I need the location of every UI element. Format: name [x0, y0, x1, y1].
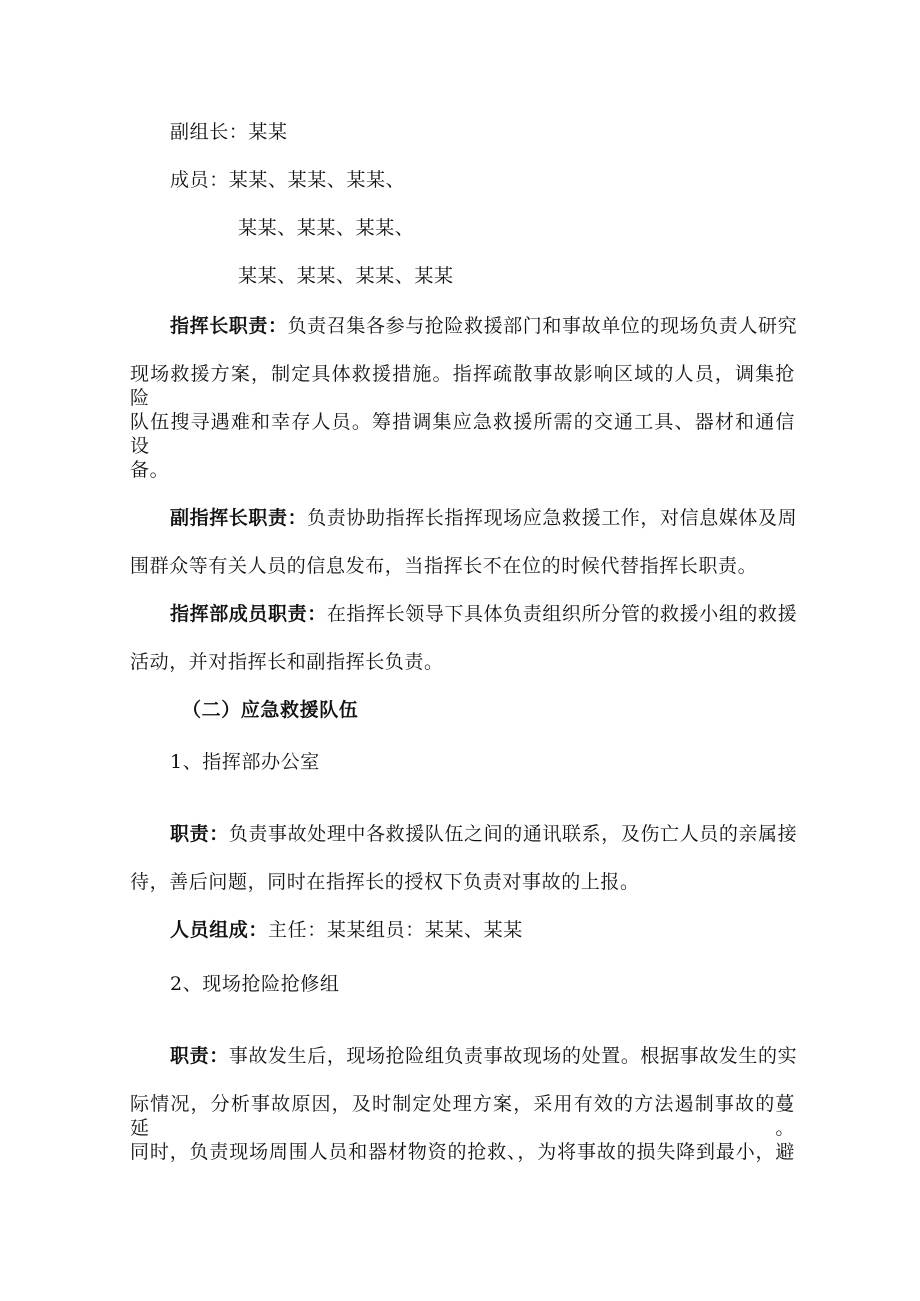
office-duty-line-2: 待，善后问题，同时在指挥长的授权下负责对事故的上报。 — [130, 871, 640, 893]
commander-duty-text-1: 负责召集各参与抢险救援部门和事故单位的现场负责人研究 — [287, 315, 798, 337]
commander-duty-line-4: 备。 — [130, 459, 170, 481]
members-line-1: 成员：某某、某某、某某、 — [170, 169, 406, 191]
office-title: 1、指挥部办公室 — [170, 751, 320, 773]
deputy-commander-duty-line-1 — [170, 506, 797, 530]
deputy-commander-duty-line-2: 围群众等有关人员的信息发布，当指挥长不在位的时候代替指挥长职责。 — [130, 555, 758, 577]
office-duty-label: 职责： — [170, 823, 229, 845]
deputy-commander-duty-label: 副指挥长职责： — [170, 507, 308, 529]
commander-duty-line-2: 现场救援方案，制定具体救援措施。指挥疏散事故影响区域的人员，调集抢险 — [130, 363, 795, 409]
hq-member-duty-text-1: 在指挥长领导下具体负责组织所分管的救援小组的救援 — [326, 603, 798, 625]
office-duty-text-1: 负责事故处理中各救援队伍之间的通讯联系，及伤亡人员的亲属接 — [228, 823, 798, 845]
members-line-2: 某某、某某、某某、 — [238, 217, 415, 239]
section-heading: （二）应急救援队伍 — [182, 699, 359, 721]
repair-duty-text-1: 事故发生后，现场抢险组负责事故现场的处置。根据事故发生的实 — [228, 1045, 798, 1067]
hq-member-duty-label: 指挥部成员职责： — [170, 603, 327, 625]
deputy-leader-line: 副组长：某某 — [170, 121, 288, 143]
repair-duty-line-3: 同时，负责现场周围人员和器材物资的抢救、，为将事故的损失降到最小，避 — [130, 1141, 795, 1163]
repair-team-title: 2、现场抢险抢修组 — [170, 973, 340, 995]
office-staff-line — [170, 918, 523, 942]
repair-duty-line-2: 际情况，分析事故原因，及时制定处理方案，采用有效的方法遏制事故的蔓延。 — [130, 1093, 795, 1139]
commander-duty-line-1 — [170, 314, 797, 338]
office-duty-line-1 — [170, 822, 797, 846]
hq-member-duty-line-1 — [170, 602, 797, 626]
commander-duty-label: 指挥长职责： — [170, 315, 288, 337]
commander-duty-line-3: 队伍搜寻遇难和幸存人员。筹措调集应急救援所需的交通工具、器材和通信设 — [130, 411, 795, 457]
repair-duty-label: 职责： — [170, 1045, 229, 1067]
deputy-commander-duty-text-1: 负责协助指挥长指挥现场应急救援工作，对信息媒体及周 — [307, 507, 798, 529]
office-staff-text: 主任：某某组员：某某、某某 — [268, 919, 523, 941]
members-line-3: 某某、某某、某某、某某 — [238, 265, 454, 287]
repair-duty-line-1 — [170, 1044, 797, 1068]
office-staff-label: 人员组成： — [170, 919, 269, 941]
hq-member-duty-line-2: 活动，并对指挥长和副指挥长负责。 — [130, 651, 444, 673]
